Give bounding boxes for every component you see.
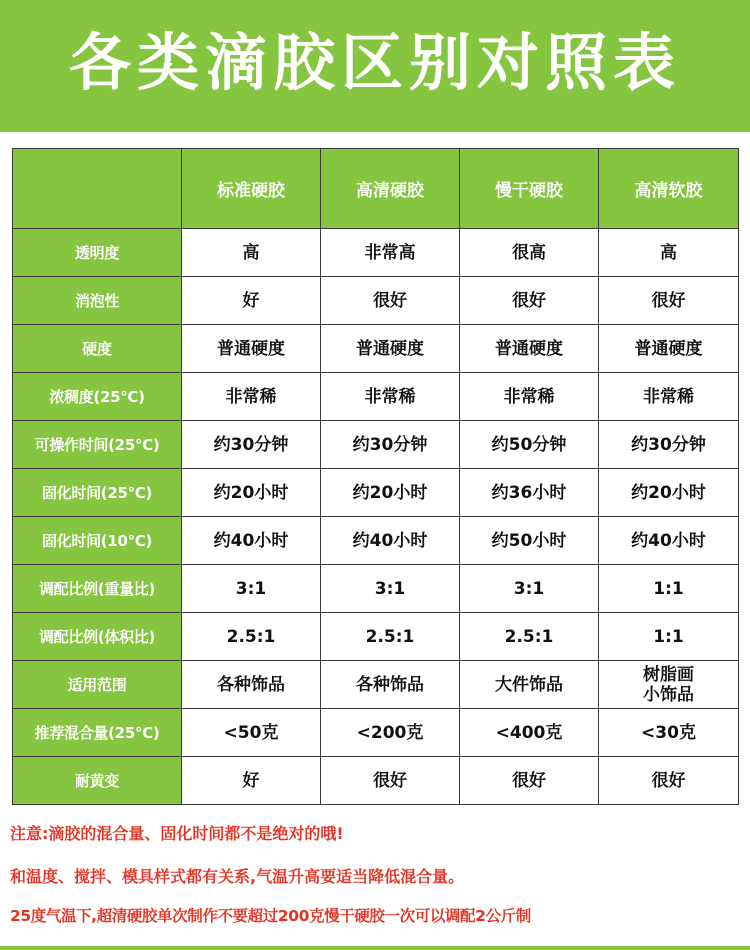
column-header: 标准硬胶	[182, 149, 321, 229]
table-cell: 1:1	[599, 613, 739, 661]
table-cell: 约20小时	[599, 469, 739, 517]
table-cell: 好	[182, 757, 321, 805]
table-cell: 3:1	[321, 565, 460, 613]
table-row	[13, 565, 739, 613]
row-label: 透明度	[13, 229, 182, 277]
page-title: 各类滴胶区别对照表	[68, 26, 681, 99]
table-cell: 树脂画 小饰品	[599, 661, 739, 709]
row-label: 固化时间(25℃)	[13, 469, 182, 517]
column-header: 慢干硬胶	[460, 149, 599, 229]
row-label: 调配比例(体积比)	[13, 613, 182, 661]
column-header: 高清软胶	[599, 149, 739, 229]
corner-cell	[13, 149, 182, 229]
table-cell: 非常稀	[321, 373, 460, 421]
table-cell: <400克	[460, 709, 599, 757]
table-cell: 很高	[460, 229, 599, 277]
header-row	[13, 149, 739, 229]
table-cell: 约50小时	[460, 517, 599, 565]
table-cell: <50克	[182, 709, 321, 757]
table-cell: 高	[599, 229, 739, 277]
row-label: 浓稠度(25℃)	[13, 373, 182, 421]
table-cell: 约40小时	[599, 517, 739, 565]
table-cell: 约40小时	[321, 517, 460, 565]
table-row	[13, 613, 739, 661]
row-label: 消泡性	[13, 277, 182, 325]
table-cell: 各种饰品	[321, 661, 460, 709]
table-row	[13, 421, 739, 469]
bottom-bar	[0, 946, 750, 950]
table-cell: 约30分钟	[599, 421, 739, 469]
table-row	[13, 709, 739, 757]
table-cell: 非常稀	[460, 373, 599, 421]
table-row	[13, 661, 739, 709]
table-row	[13, 229, 739, 277]
table-cell: 约40小时	[182, 517, 321, 565]
table-cell: 非常稀	[599, 373, 739, 421]
row-label: 推荐混合量(25℃)	[13, 709, 182, 757]
row-label: 硬度	[13, 325, 182, 373]
column-header: 高清硬胶	[321, 149, 460, 229]
row-label: 耐黄变	[13, 757, 182, 805]
note-line: 注意:滴胶的混合量、固化时间都不是绝对的哦!	[10, 824, 344, 843]
table-row	[13, 373, 739, 421]
table-cell: 2.5:1	[182, 613, 321, 661]
table-cell: 3:1	[460, 565, 599, 613]
table-row	[13, 517, 739, 565]
row-label: 可操作时间(25℃)	[13, 421, 182, 469]
table-cell: 1:1	[599, 565, 739, 613]
title-banner	[0, 0, 750, 132]
table-row	[13, 757, 739, 805]
table-cell: 很好	[460, 277, 599, 325]
table-cell: 约50分钟	[460, 421, 599, 469]
table-cell: 2.5:1	[321, 613, 460, 661]
row-label: 固化时间(10℃)	[13, 517, 182, 565]
table-cell: 高	[182, 229, 321, 277]
table-cell: 很好	[321, 757, 460, 805]
table-cell: 普通硬度	[599, 325, 739, 373]
table-cell: 非常高	[321, 229, 460, 277]
table-cell: 约30分钟	[321, 421, 460, 469]
comparison-table	[12, 148, 739, 805]
row-label: 适用范围	[13, 661, 182, 709]
table-cell: 约36小时	[460, 469, 599, 517]
note-line: 和温度、搅拌、模具样式都有关系,气温升高要适当降低混合量。	[10, 867, 465, 886]
table-cell: 普通硬度	[460, 325, 599, 373]
table-row	[13, 325, 739, 373]
table-cell: 很好	[599, 757, 739, 805]
note-line: 25度气温下,超清硬胶单次制作不要超过200克慢干硬胶一次可以调配2公斤制	[10, 907, 531, 925]
table-row	[13, 469, 739, 517]
table-cell: 2.5:1	[460, 613, 599, 661]
table-cell: 约20小时	[182, 469, 321, 517]
table-cell: 约30分钟	[182, 421, 321, 469]
table-cell: <30克	[599, 709, 739, 757]
table-cell: 各种饰品	[182, 661, 321, 709]
table-row	[13, 277, 739, 325]
row-label: 调配比例(重量比)	[13, 565, 182, 613]
table-cell: <200克	[321, 709, 460, 757]
table-cell: 好	[182, 277, 321, 325]
table-cell: 普通硬度	[321, 325, 460, 373]
table-cell: 大件饰品	[460, 661, 599, 709]
table-cell: 很好	[599, 277, 739, 325]
table-cell: 3:1	[182, 565, 321, 613]
table-cell: 非常稀	[182, 373, 321, 421]
table-cell: 很好	[460, 757, 599, 805]
table-cell: 约20小时	[321, 469, 460, 517]
table-cell: 普通硬度	[182, 325, 321, 373]
table-cell: 很好	[321, 277, 460, 325]
